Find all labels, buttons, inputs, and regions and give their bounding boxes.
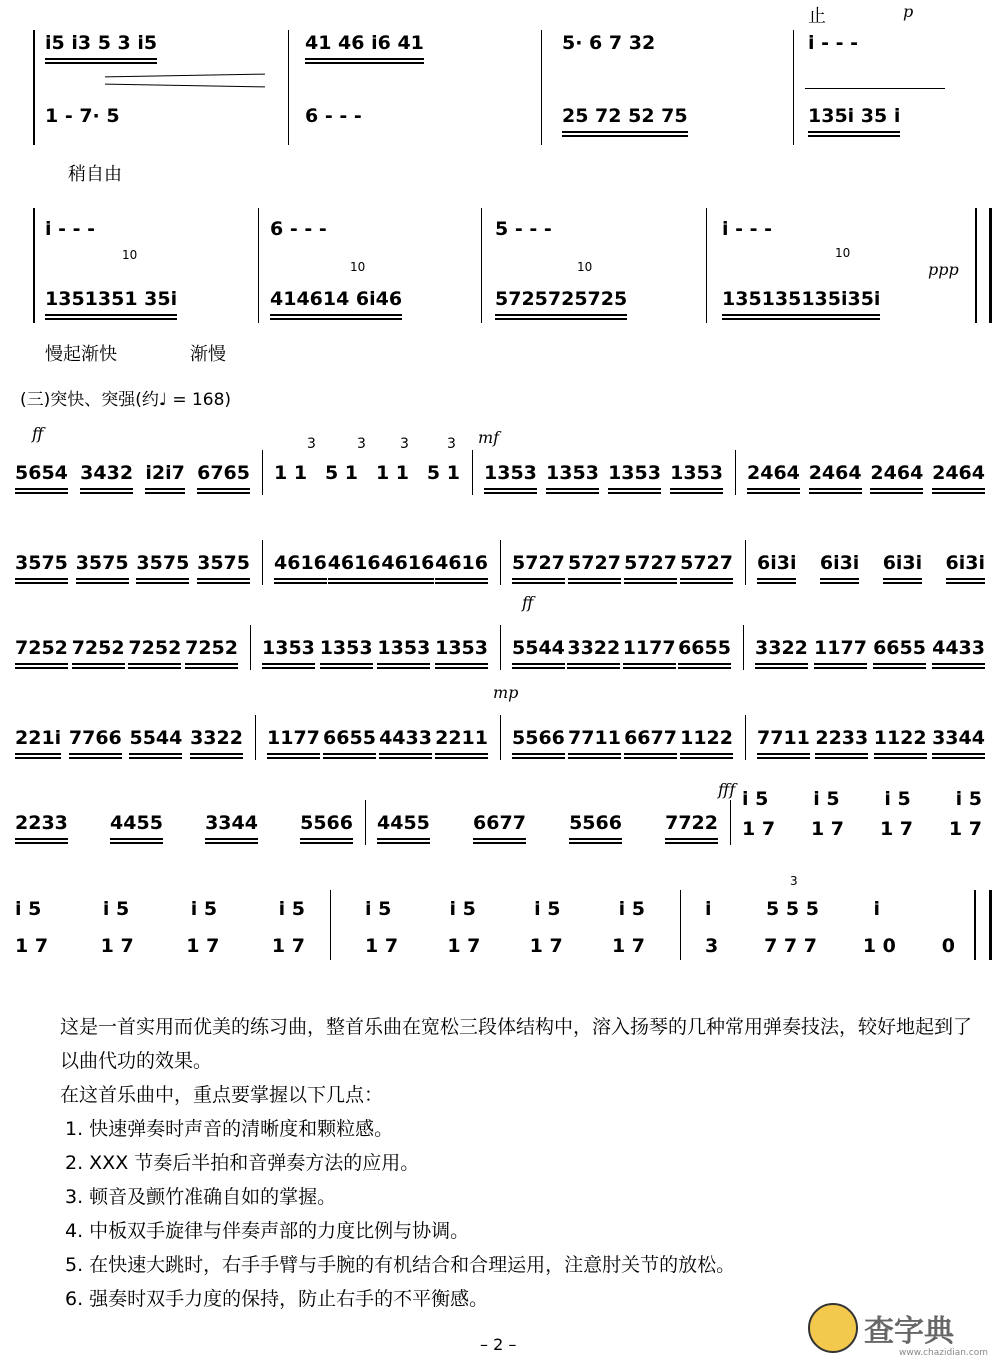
fast-measure [512,552,733,580]
note-group: 7711 [568,727,621,755]
site-logo [808,1298,988,1358]
note-group: 1353 [435,637,488,665]
note-group: 6655 [678,637,731,665]
notes-item: 4. 中板双手旋律与伴奏声部的力度比例与协调。 [65,1220,470,1242]
note-group: 5566 [569,812,622,840]
dynamic-marking: ff [32,424,44,443]
fast-measure [267,727,488,755]
barline [989,890,992,960]
mascot-icon [808,1303,858,1353]
barline [262,540,263,585]
measure-3-bot: 25 72 52 75 [562,105,777,133]
dynamic-marking: ff [522,593,534,612]
note-group: 5727 [624,552,677,580]
note-group: 4455 [377,812,430,840]
fast-measure [757,727,985,755]
tempo-label: 渐慢 [190,344,226,365]
note-group: 3344 [932,727,985,755]
note-group: 5566 [300,812,353,840]
note-group: 1353 [546,462,599,490]
note-group: 1353 [262,637,315,665]
fast-measure-top [742,788,982,810]
note-group: 5727 [680,552,733,580]
page-number: – 2 – [480,1335,517,1354]
barline [680,890,681,960]
measure-7-bot: 5725725725 [495,288,685,316]
note-group: 7252 [72,637,125,665]
triplet-number: 3 [400,436,409,452]
barline [250,625,251,670]
measure-8-bot: 135135135i35i [722,288,972,316]
note-group: 6i3i [820,552,859,580]
note-group: 1177 [267,727,320,755]
note-group: 7252 [185,637,238,665]
barline [745,715,746,760]
barline [472,450,473,495]
note-group: 5566 [512,727,565,755]
measure-2-top: 41 46 i6 41 [305,32,520,60]
note-group: 7766 [69,727,122,755]
barline [262,450,263,495]
notes-intro: 在这首乐曲中，重点要掌握以下几点： [60,1084,384,1106]
note-group: 3344 [205,812,258,840]
fast-measure [262,637,488,665]
note-group: 6655 [323,727,376,755]
fast-measure [512,727,733,755]
barline [288,30,289,145]
note-group: i 5 [955,788,982,810]
note-group: 5727 [568,552,621,580]
stop-mark: 止 [808,6,826,27]
final-measure-3-bot: 3 7 7 7 1 0 0 [705,935,955,957]
note-group: 1 7 [879,818,913,840]
hairpin [105,84,265,88]
fast-measure [755,637,985,665]
triplet-number: 3 [790,874,798,888]
note-group: 1 7 [810,818,845,840]
note-group: 1177 [814,637,867,665]
note-group: 3322 [567,637,620,665]
notes-item: 1. 快速弹奏时声音的清晰度和颗粒感。 [65,1118,394,1140]
note-group: 1177 [623,637,676,665]
note-group: 7252 [15,637,68,665]
fast-measure [757,552,985,580]
logo-text: 查字典 [864,1314,954,1349]
measure-1-bot: 1 - 7· 5 [45,105,120,127]
barline [33,208,35,323]
measure-4-bot: 135i 35 i [808,105,973,133]
note-group: 4455 [110,812,163,840]
barline [330,890,331,960]
barline [730,800,731,845]
note-group: 6i3i [757,552,796,580]
barline [500,540,501,585]
note-group: 5 1 [324,462,359,484]
note-group: 7711 [757,727,810,755]
note-group: 1 7 [742,818,776,840]
note-group: 7722 [665,812,718,840]
note-group: 221i [15,727,61,755]
notes-item: 5. 在快速大跳时，右手手臂与手腕的有机结合和合理运用，注意肘关节的放松。 [65,1254,736,1276]
final-measure-3-top: i 5 5 5 i [705,898,880,920]
note-group: 4433 [379,727,432,755]
note-group: 6i3i [883,552,922,580]
barline [500,625,501,670]
note-group: 1 7 [948,818,982,840]
fast-measure [484,462,723,490]
dynamic-ppp: ppp [928,260,959,279]
triplet-number: 3 [447,436,456,452]
note-group: 4616 [274,552,327,580]
barline [541,30,542,145]
note-group: 1 1 [375,462,409,484]
note-group: 3575 [197,552,250,580]
notes-item: 3. 顿音及颤竹准确自如的掌握。 [65,1186,337,1208]
fast-row-1 [0,424,1008,520]
barline [481,208,482,323]
tempo-label: 慢起渐快 [45,344,117,365]
notes-paragraph: 这是一首实用而优美的练习曲，整首乐曲在宽松三段体结构中，溶入扬琴的几种常用弹奏技法，较好地起到了以曲代功的效果。 [60,1016,973,1072]
note-group: 7252 [128,637,181,665]
note-group: 1122 [680,727,733,755]
dynamic-fff: fff [718,780,736,799]
barline [500,715,501,760]
barline [975,208,977,323]
measure-6-top: 6 - - - [270,218,327,240]
measure-2-bot: 6 - - - [305,105,362,127]
note-group: i 5 [742,788,769,810]
dynamic-marking: mp [493,683,519,702]
final-measure-1-top: i 5 i 5 i 5 i 5 [15,898,305,920]
note-group: 3575 [15,552,68,580]
note-group: 2464 [870,462,923,490]
note-group: 2233 [15,812,68,840]
logo-url: www.chazidian.com [898,1348,988,1358]
tuplet-number: 10 [577,260,593,274]
notes-item: 6. 强奏时双手力度的保持，防止右手的不平衡感。 [65,1288,489,1310]
row-2 [0,160,1008,365]
note-group: 3575 [76,552,129,580]
note-group: 4616 [435,552,488,580]
fast-measure [15,812,353,840]
final-measure-2-bot: 1 7 1 7 1 7 1 7 [365,935,645,957]
measure-5-top: i - - - [45,218,96,240]
fast-measure [15,637,238,665]
note-group: 2233 [815,727,868,755]
tempo-label: 稍自由 [68,164,122,185]
note-group: 6655 [873,637,926,665]
notes-item: 2. XXX 节奏后半拍和音弹奏方法的应用。 [65,1152,420,1174]
note-group: 5654 [15,462,68,490]
dynamic-marking: mf [478,428,500,447]
fast-measure [274,552,488,580]
triplet-number: 3 [357,436,366,452]
note-group: i 5 [884,788,911,810]
final-row [0,874,1008,980]
barline [974,890,976,960]
note-group: 4616 [381,552,434,580]
note-group: 6i3i [946,552,985,580]
fast-measure [512,637,731,665]
measure-5-bot: 1351351 35i [45,288,235,316]
fast-measure [274,462,460,484]
note-group: 1353 [484,462,537,490]
note-group: 1353 [608,462,661,490]
note-group: 3322 [755,637,808,665]
note-group: 3575 [136,552,189,580]
fast-measure [377,812,718,840]
note-group: 3322 [190,727,243,755]
fast-row-5 [0,780,1008,870]
note-group: i2i7 [145,462,184,490]
note-group: 2464 [809,462,862,490]
barline [258,208,259,323]
note-group: 4433 [932,637,985,665]
note-group: 1353 [670,462,723,490]
barline [735,450,736,495]
note-group: 5 1 [426,462,460,484]
hairpin [105,74,265,78]
fast-row-4 [0,683,1008,785]
note-group: 6677 [624,727,677,755]
tuplet-number: 10 [122,248,138,262]
notes [30,1010,980,1316]
dynamic-p: p [903,2,914,21]
barline [743,625,744,670]
barline [365,800,366,845]
note-group: 6765 [197,462,250,490]
fast-measure [747,462,985,490]
note-group: 4616 [328,552,381,580]
fast-row-2 [0,530,1008,610]
note-group: 2464 [932,462,985,490]
barline [793,30,794,145]
final-measure-1-bot: 1 7 1 7 1 7 1 7 [15,935,305,957]
barline [706,208,707,323]
fast-measure [15,462,250,490]
note-group: 2464 [747,462,800,490]
triplet-number: 3 [307,436,316,452]
measure-4-top: i - - - [808,32,859,54]
measure-7-top: 5 - - - [495,218,552,240]
fast-measure [15,727,243,755]
note-group: 5727 [512,552,565,580]
measure-6-bot: 414614 6i46 [270,288,460,316]
note-group: 5544 [512,637,565,665]
note-group: 1122 [874,727,927,755]
note-group: 6677 [473,812,526,840]
note-group: 1353 [320,637,373,665]
fast-measure [15,552,250,580]
note-group: 5544 [129,727,182,755]
measure-3-top: 5· 6 7 32 [562,32,656,54]
note-group: 3432 [80,462,133,490]
note-group: 2211 [435,727,488,755]
note-group: 1353 [377,637,430,665]
tuplet-number: 10 [835,246,851,260]
barline [255,715,256,760]
row-1 [0,2,1008,150]
fast-measure-bot [742,818,982,840]
barline [745,540,746,585]
barline [33,30,35,145]
tuplet-number: 10 [350,260,366,274]
measure-8-top: i - - - [722,218,773,240]
final-measure-2-top: i 5 i 5 i 5 i 5 [365,898,645,920]
section-title: (三)突快、突强(约♩ = 168) [20,390,232,410]
measure-1-top: i5 i3 5 3 i5 [45,32,260,60]
note-group: i 5 [813,788,840,810]
note-group: 1 1 [274,462,308,484]
barline [989,208,992,323]
hairpin [805,88,945,89]
